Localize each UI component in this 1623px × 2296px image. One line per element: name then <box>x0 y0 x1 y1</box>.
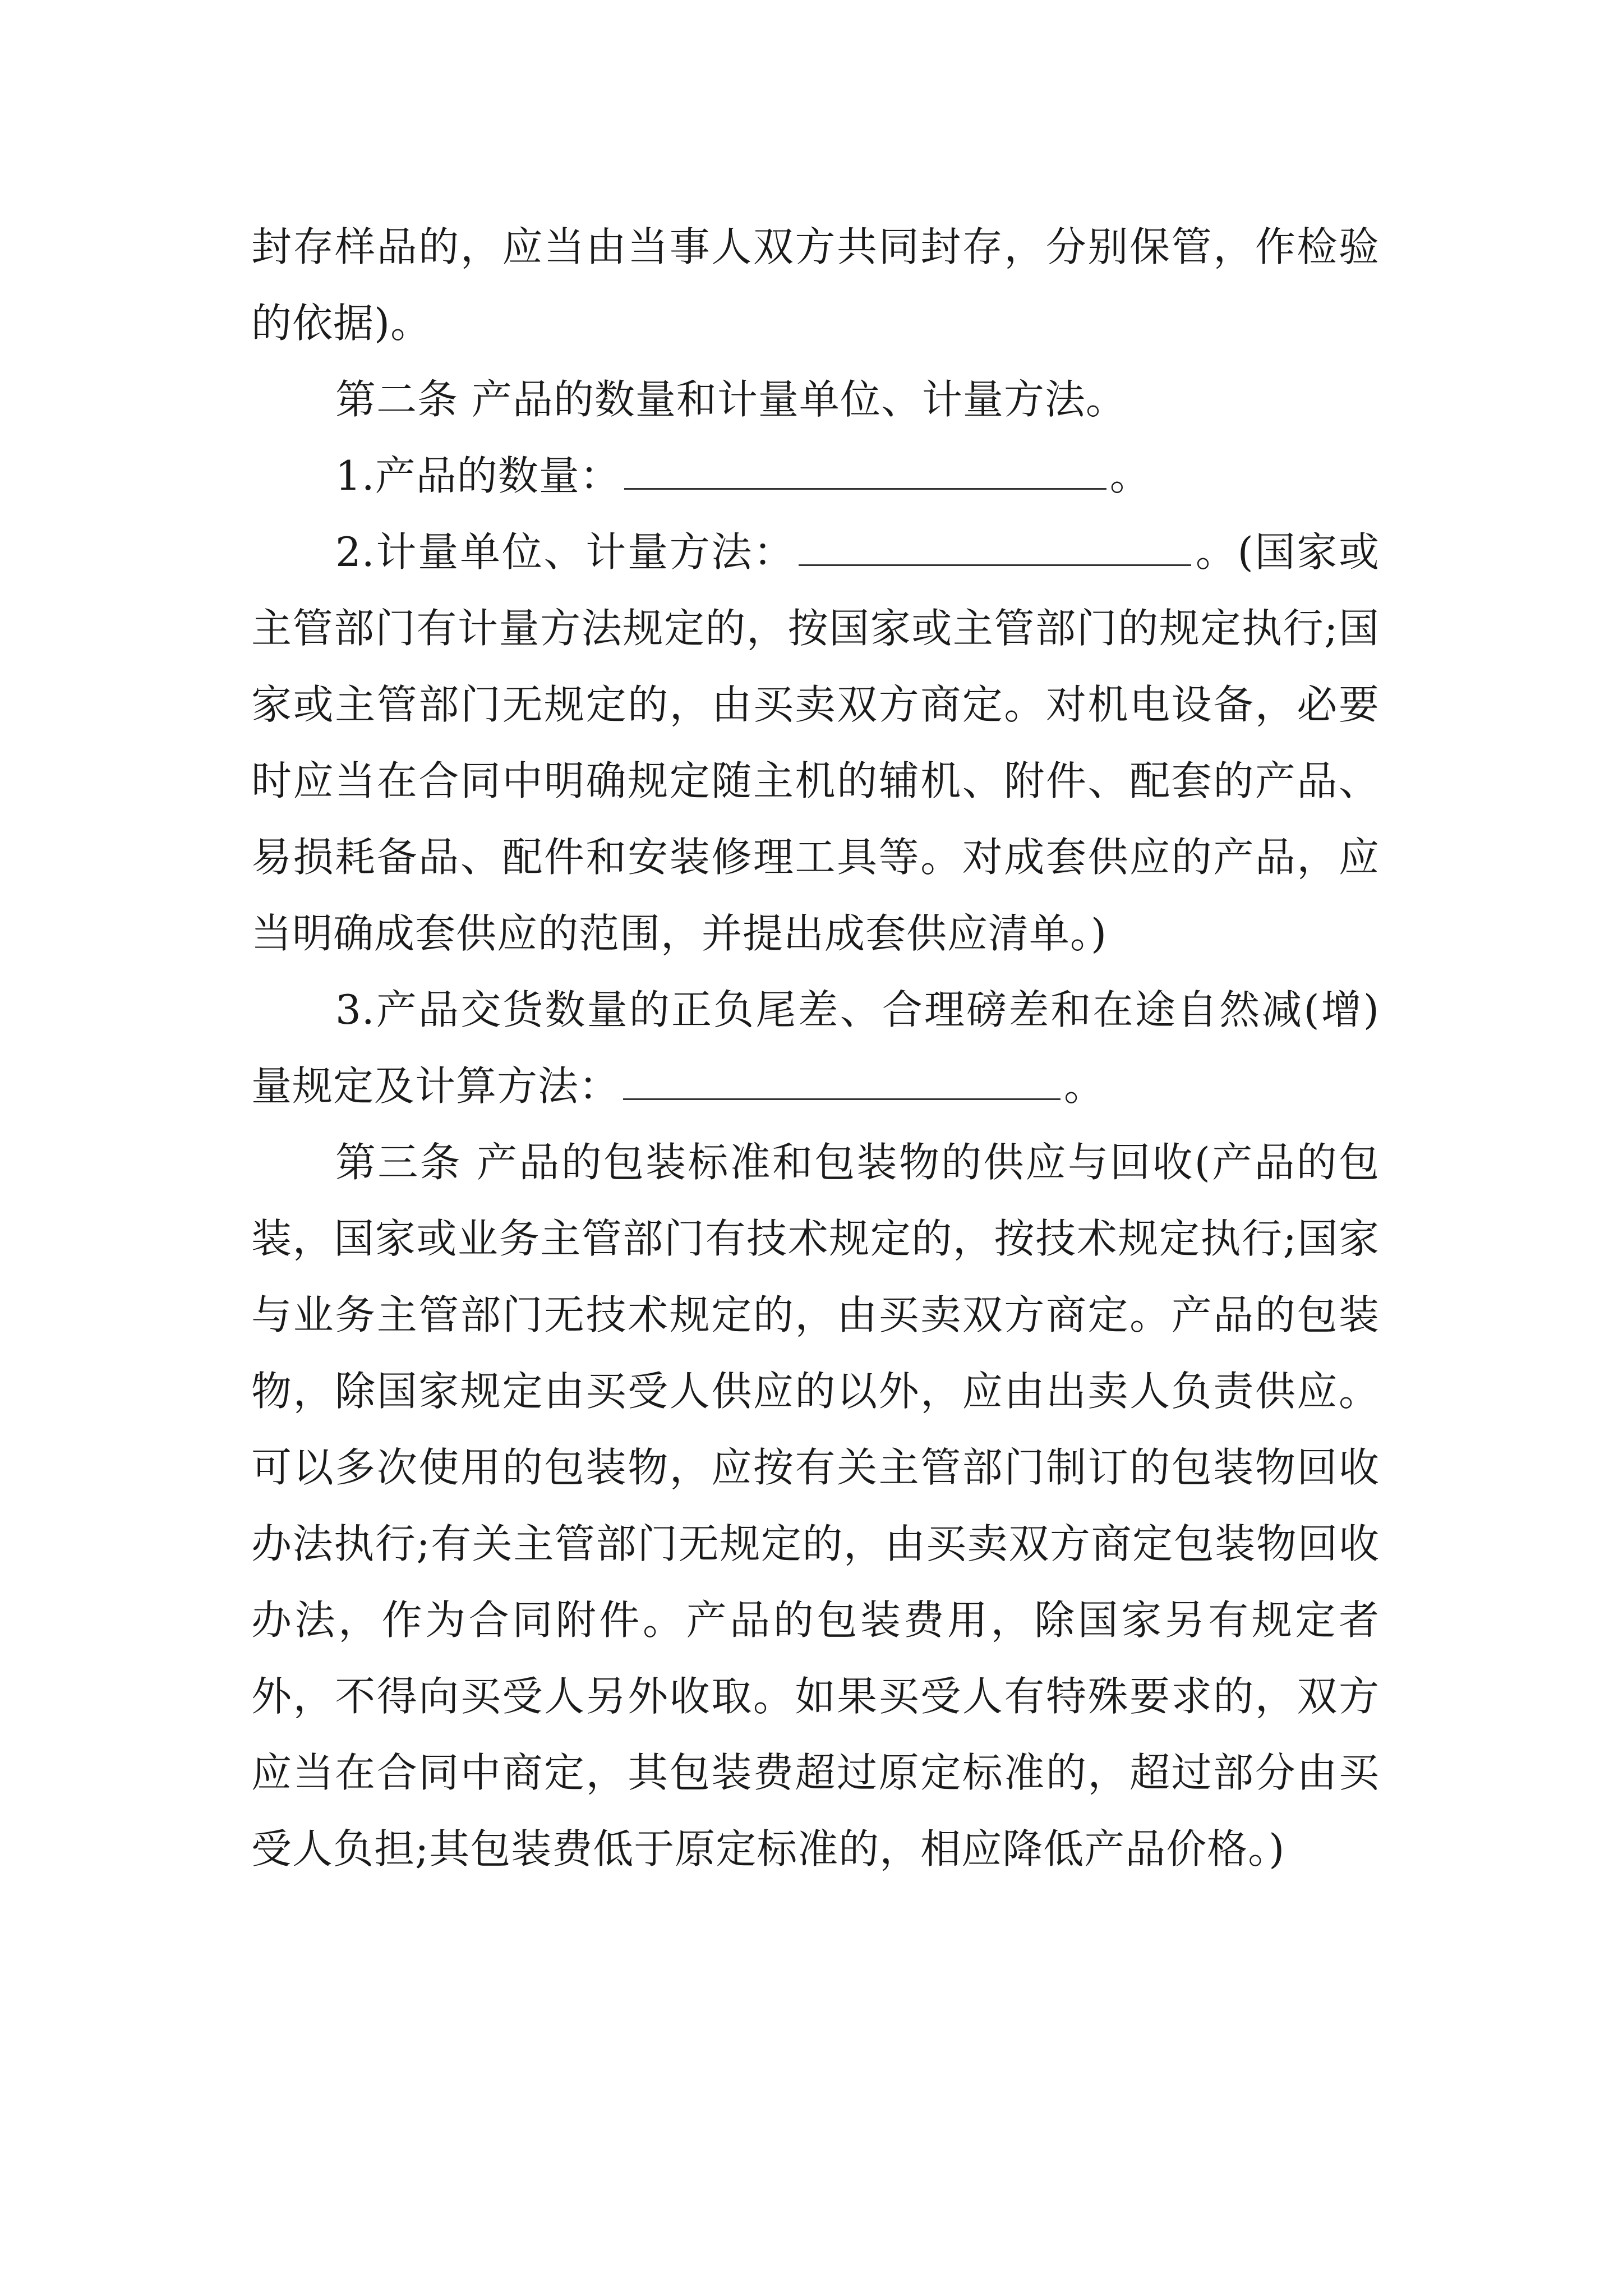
fill-in-blank[interactable] <box>799 517 1191 566</box>
item-label: 1.产品的数量： <box>335 452 621 499</box>
paragraph-text: 第三条 产品的包装标准和包装物的供应与回收(产品的包装，国家或业务主管部门有技术规定的，按技术规定执行;国家与业务主管部门无技术规定的，由买卖双方商定。产品的包装物，除国家规定由买受人供应的以外，应由出卖人负责供应。可以多次使用的包装物，应按有关主管部门制订的包装物回收办法执行;有关主管部门无规定的，由买卖双方商定包装物回收办法，作为合同附件。产品的包装费用，除国家另有规定者外，不得向买受人另外收取。如果买受人有特殊要求的，双方应当在合同中商定，其包装费超过原定标准的，超过部分由买受人负担;其包装费低于原定标准的，相应降低产品价格。) <box>251 1139 1380 1872</box>
paragraph-text: 第二条 产品的数量和计量单位、计量方法。 <box>335 376 1127 423</box>
article-3-packaging <box>251 1124 1380 1887</box>
fill-in-blank[interactable] <box>624 441 1106 490</box>
item-label: 2.计量单位、计量方法： <box>335 528 796 576</box>
item-suffix: 。 <box>1109 452 1151 499</box>
fill-in-blank[interactable] <box>623 1051 1061 1100</box>
item-1-quantity <box>251 438 1380 514</box>
article-2-heading <box>251 361 1380 438</box>
document-body <box>251 209 1380 1887</box>
paragraph-sample-sealing <box>251 209 1380 361</box>
item-2-measurement <box>251 514 1380 972</box>
item-suffix: 。 <box>1064 1062 1105 1110</box>
item-3-tolerance <box>251 972 1380 1124</box>
paragraph-text: 封存样品的，应当由当事人双方共同封存，分别保管，作检验的依据)。 <box>251 223 1380 347</box>
item-suffix: 。(国家或主管部门有计量方法规定的，按国家或主管部门的规定执行;国家或主管部门无规定的，由买卖双方商定。对机电设备，必要时应当在合同中明确规定随主机的辅机、附件、配套的产品、易损耗备品、配件和安装修理工具等。对成套供应的产品，应当明确成套供应的范围，并提出成套供应清单。) <box>251 528 1380 957</box>
item-label: 3.产品交货数量的正负尾差、合理磅差和在途自然减(增)量规定及计算方法： <box>251 986 1380 1110</box>
